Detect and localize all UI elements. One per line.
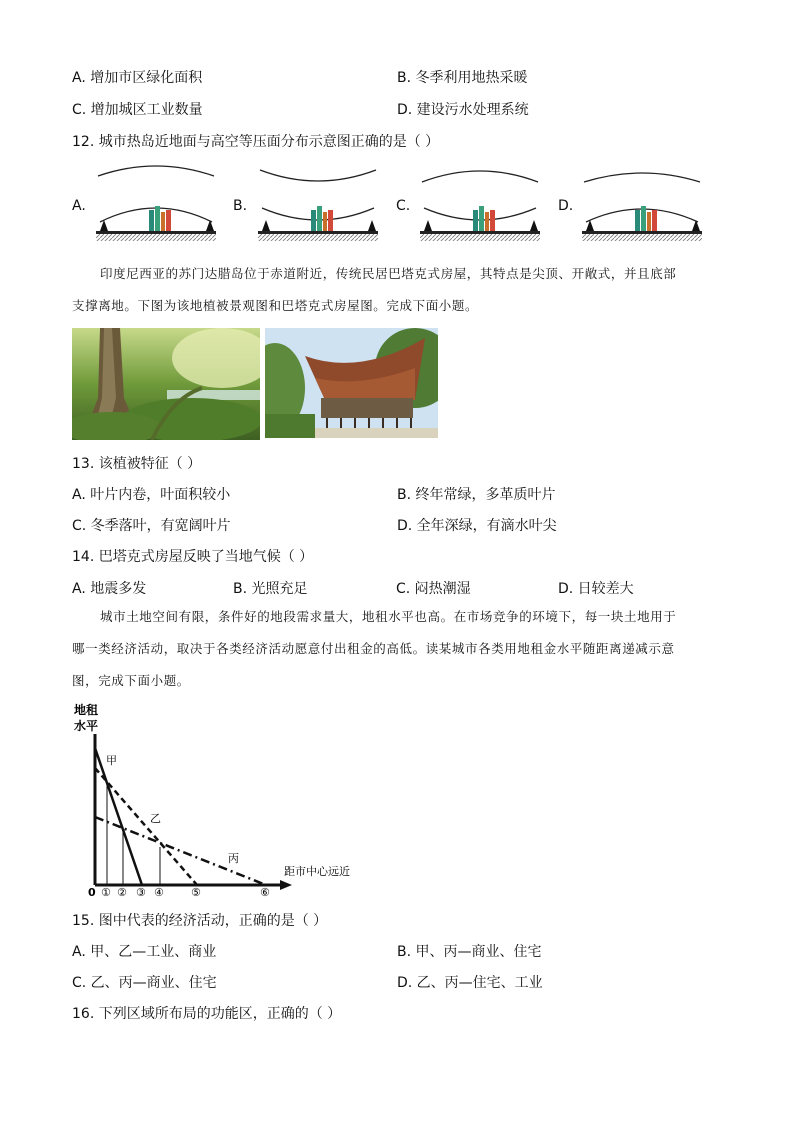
upper-isobar xyxy=(422,171,538,182)
q14-option-b: B. 光照充足 xyxy=(233,581,308,597)
isobar-diagram-d xyxy=(578,162,708,248)
q14-option-c: C. 闷热潮湿 xyxy=(396,581,471,597)
q12-label-c: C. xyxy=(396,198,411,214)
series-yi-line xyxy=(95,768,197,885)
tick-3: ③ xyxy=(136,886,146,899)
passage2-line1: 城市土地空间有限，条件好的地段需求量大，地租水平也高。在市场竞争的环境下，每一块土地用于 xyxy=(100,609,677,624)
q15-option-d: D. 乙、丙—住宅、工业 xyxy=(397,975,543,991)
tick-2: ② xyxy=(117,886,127,899)
batak-house-photo xyxy=(265,328,438,438)
isobar-diagram-c xyxy=(416,162,546,248)
q15-option-c: C. 乙、丙—商业、住宅 xyxy=(72,975,217,991)
q13-option-a: A. 叶片内卷，叶面积较小 xyxy=(72,487,231,503)
q13-stem: 13. 该植被特征（ ） xyxy=(72,456,202,472)
q12-label-a: A. xyxy=(72,198,86,214)
series-jia-label: 甲 xyxy=(106,754,117,767)
tick-6: ⑥ xyxy=(260,886,270,899)
q11-option-a: A. 增加市区绿化面积 xyxy=(72,70,203,86)
upper-isobar xyxy=(98,166,214,176)
x-axis-label: 距市中心远近 xyxy=(284,865,350,878)
tick-4: ④ xyxy=(154,886,164,899)
passage1-line2: 支撑离地。下图为该地植被景观图和巴塔克式房屋图。完成下面小题。 xyxy=(72,298,479,313)
q12-label-d: D. xyxy=(558,198,574,214)
q14-option-a: A. 地震多发 xyxy=(72,581,147,597)
rent-gradient-diagram xyxy=(70,700,380,900)
q14-option-d: D. 日较差大 xyxy=(558,581,634,597)
q13-option-d: D. 全年深绿，有滴水叶尖 xyxy=(397,518,557,534)
tick-1: ① xyxy=(101,886,111,899)
series-jia-line xyxy=(95,748,142,885)
passage2-line3: 图，完成下面小题。 xyxy=(72,673,190,688)
q12-stem: 12. 城市热岛近地面与高空等压面分布示意图正确的是（ ） xyxy=(72,134,440,150)
series-yi-label: 乙 xyxy=(150,812,161,825)
passage1-line1: 印度尼西亚的苏门达腊岛位于赤道附近，传统民居巴塔克式房屋，其特点是尖顶、开敞式，并且底部 xyxy=(100,266,677,281)
upper-isobar xyxy=(260,170,376,181)
buildings-icon xyxy=(149,206,171,231)
isobar-diagram-b xyxy=(254,162,384,248)
q15-option-a: A. 甲、乙—工业、商业 xyxy=(72,944,217,960)
y-axis-label-1: 地租 xyxy=(74,703,99,717)
tick-5: ⑤ xyxy=(191,886,201,899)
q13-option-b: B. 终年常绿，多革质叶片 xyxy=(397,487,556,503)
q11-option-d: D. 建设污水处理系统 xyxy=(397,102,529,118)
origin-label: 0 xyxy=(88,886,96,899)
buildings-icon xyxy=(473,206,495,231)
series-bing-label: 丙 xyxy=(228,852,239,865)
series-bing-line xyxy=(95,817,266,885)
q16-stem: 16. 下列区域所布局的功能区，正确的（ ） xyxy=(72,1006,342,1022)
q13-option-c: C. 冬季落叶，有宽阔叶片 xyxy=(72,518,231,534)
rainforest-photo xyxy=(72,328,260,440)
q15-stem: 15. 图中代表的经济活动，正确的是（ ） xyxy=(72,913,328,929)
isobar-diagram-a xyxy=(92,162,222,248)
q12-label-b: B. xyxy=(233,198,248,214)
q15-option-b: B. 甲、丙—商业、住宅 xyxy=(397,944,542,960)
q14-stem: 14. 巴塔克式房屋反映了当地气候（ ） xyxy=(72,549,314,565)
y-axis-label-2: 水平 xyxy=(74,719,99,733)
q11-option-c: C. 增加城区工业数量 xyxy=(72,102,203,118)
buildings-icon xyxy=(311,206,333,231)
upper-isobar xyxy=(584,173,700,182)
passage2-line2: 哪一类经济活动，取决于各类经济活动愿意付出租金的高低。读某城市各类用地租金水平随距离递减示意 xyxy=(72,641,675,656)
q11-option-b: B. 冬季利用地热采暖 xyxy=(397,70,528,86)
